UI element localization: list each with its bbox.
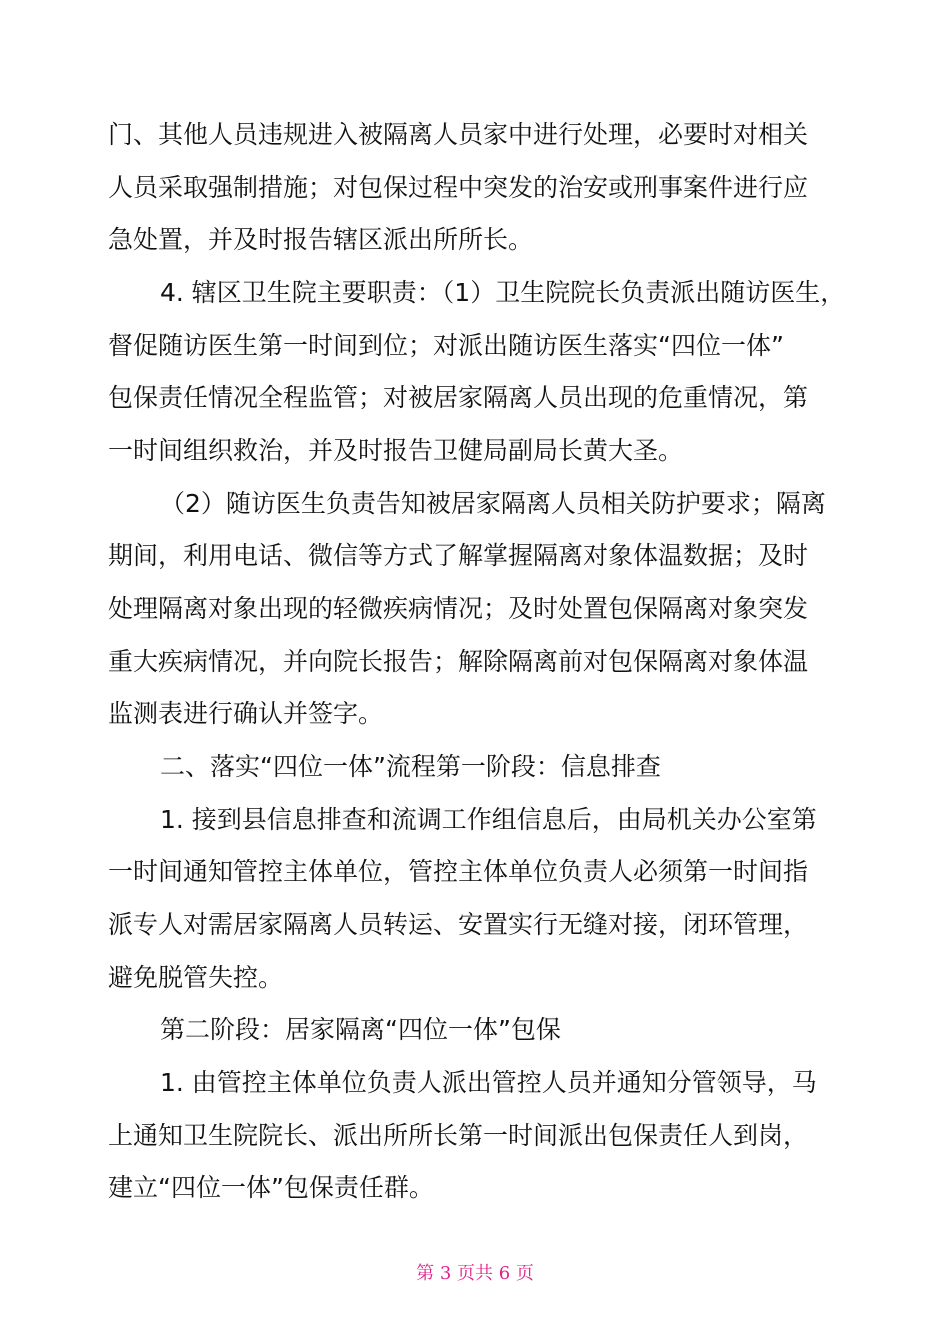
text-line: 处理隔离对象出现的轻微疾病情况；及时处置包保隔离对象突发 — [108, 594, 809, 623]
text-line: 一时间通知管控主体单位，管控主体单位负责人必须第一时间指 — [108, 857, 809, 886]
text-line: 建立“四位一体”包保责任群。 — [108, 1173, 434, 1202]
text-line: 人员采取强制措施；对包保过程中突发的治安或刑事案件进行应 — [108, 173, 809, 202]
text-line: 避免脱管失控。 — [108, 963, 284, 992]
text-line: 上通知卫生院院长、派出所所长第一时间派出包保责任人到岗， — [108, 1121, 809, 1150]
text-line: 派专人对需居家隔离人员转运、安置实行无缝对接，闭环管理， — [108, 910, 809, 939]
text-line: 期间，利用电话、微信等方式了解掌握隔离对象体温数据；及时 — [108, 541, 809, 570]
text-line: 一时间组织救治，并及时报告卫健局副局长黄大圣。 — [108, 436, 684, 465]
text-line: 1. 由管控主体单位负责人派出管控人员并通知分管领导，马 — [160, 1068, 817, 1097]
text-line: 门、其他人员违规进入被隔离人员家中进行处理，必要时对相关 — [108, 120, 809, 149]
text-line: 重大疾病情况，并向院长报告；解除隔离前对包保隔离对象体温 — [108, 647, 809, 676]
section-heading: 二、落实“四位一体”流程第一阶段：信息排查 — [160, 752, 661, 781]
text-line: 急处置，并及时报告辖区派出所所长。 — [108, 225, 534, 254]
text-line: （2）随访医生负责告知被居家隔离人员相关防护要求；隔离 — [160, 489, 826, 518]
page-number: 第 3 页共 6 页 — [416, 1263, 534, 1284]
text-line: 督促随访医生第一时间到位；对派出随访医生落实“四位一体” — [108, 331, 784, 360]
section-heading: 第二阶段：居家隔离“四位一体”包保 — [160, 1015, 561, 1044]
text-line: 监测表进行确认并签字。 — [108, 699, 384, 728]
text-line: 1. 接到县信息排查和流调工作组信息后，由局机关办公室第 — [160, 805, 817, 834]
text-line: 4. 辖区卫生院主要职责：（1）卫生院院长负责派出随访医生， — [160, 278, 846, 307]
text-line: 包保责任情况全程监管；对被居家隔离人员出现的危重情况，第 — [108, 383, 809, 412]
